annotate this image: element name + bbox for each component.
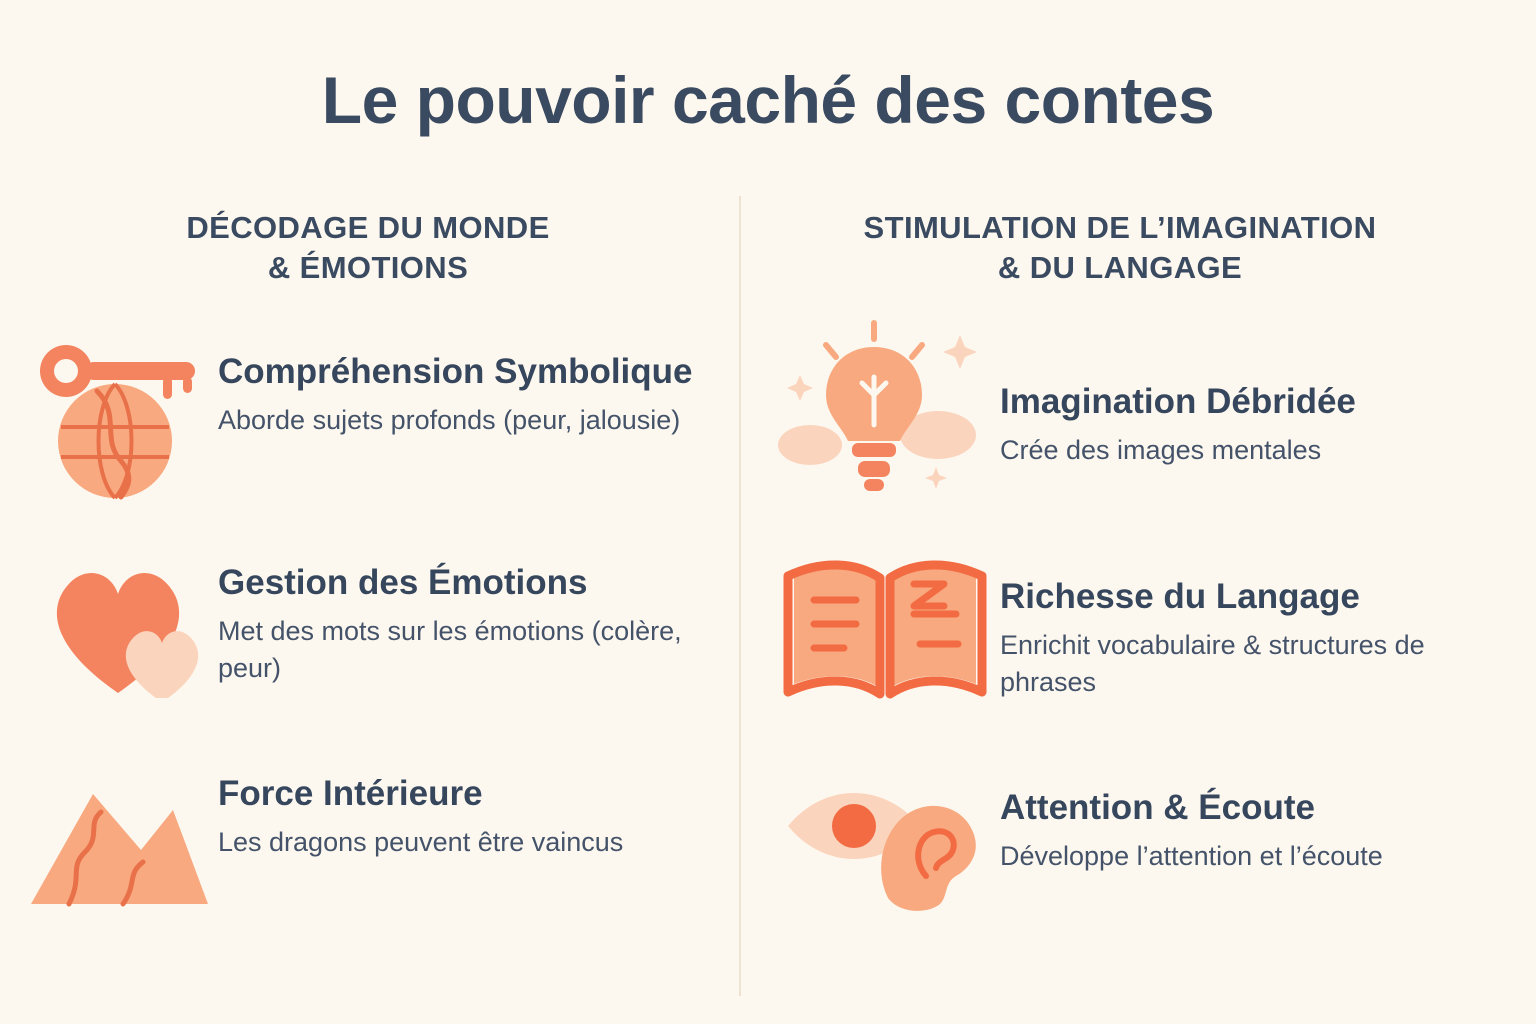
list-item-title: Compréhension Symbolique: [218, 352, 693, 392]
column-right-heading-line1: STIMULATION DE L’IMAGINATION: [863, 210, 1377, 245]
list-item-text: [218, 540, 718, 686]
list-item: [770, 540, 1470, 715]
list-item-desc: Aborde sujets profonds (peur, jalousie): [218, 405, 681, 436]
column-left-heading-line1: DÉCODAGE DU MONDE: [186, 210, 550, 245]
key-globe-icon: [18, 329, 218, 504]
list-item-text: [218, 329, 718, 438]
list-item: [18, 329, 718, 504]
mountain-icon: [18, 751, 218, 926]
list-item-title: Attention & Écoute: [1000, 788, 1315, 828]
column-left-heading: [18, 208, 718, 287]
list-item-title: Richesse du Langage: [1000, 577, 1360, 617]
column-left-heading-line2: & ÉMOTIONS: [267, 249, 469, 285]
page-title: Le pouvoir caché des contes: [321, 63, 1215, 137]
list-item-desc: Enrichit vocabulaire & structures de phrases: [1000, 630, 1425, 697]
list-item-text: [218, 751, 718, 860]
column-right-heading: [770, 208, 1470, 287]
column-right-items: [770, 329, 1470, 926]
list-item-text: [1000, 751, 1470, 874]
list-item-desc: Développe l’attention et l’écoute: [1000, 841, 1383, 872]
list-item-title: Imagination Débridée: [1000, 382, 1356, 422]
list-item: [18, 540, 718, 715]
list-item-desc: Met des mots sur les émotions (colère, peur): [218, 616, 682, 683]
open-book-icon: [770, 540, 1000, 715]
list-item-desc: Les dragons peuvent être vaincus: [218, 827, 624, 858]
hearts-icon: [18, 540, 218, 715]
list-item-title: Force Intérieure: [218, 774, 483, 814]
column-right-heading-line2: & DU LANGAGE: [997, 249, 1243, 285]
list-item: [18, 751, 718, 926]
column-right: [770, 208, 1470, 962]
column-left: [18, 208, 718, 962]
list-item-desc: Crée des images mentales: [1000, 435, 1322, 466]
column-divider: [739, 196, 741, 996]
lightbulb-speech-bubble-icon: [770, 329, 1000, 504]
list-item-text: [1000, 540, 1470, 700]
list-item-title: Gestion des Émotions: [218, 563, 588, 603]
list-item: [770, 751, 1470, 926]
eye-ear-icon: [770, 751, 1000, 926]
list-item: [770, 329, 1470, 504]
column-left-items: [18, 329, 718, 926]
list-item-text: [1000, 329, 1470, 468]
